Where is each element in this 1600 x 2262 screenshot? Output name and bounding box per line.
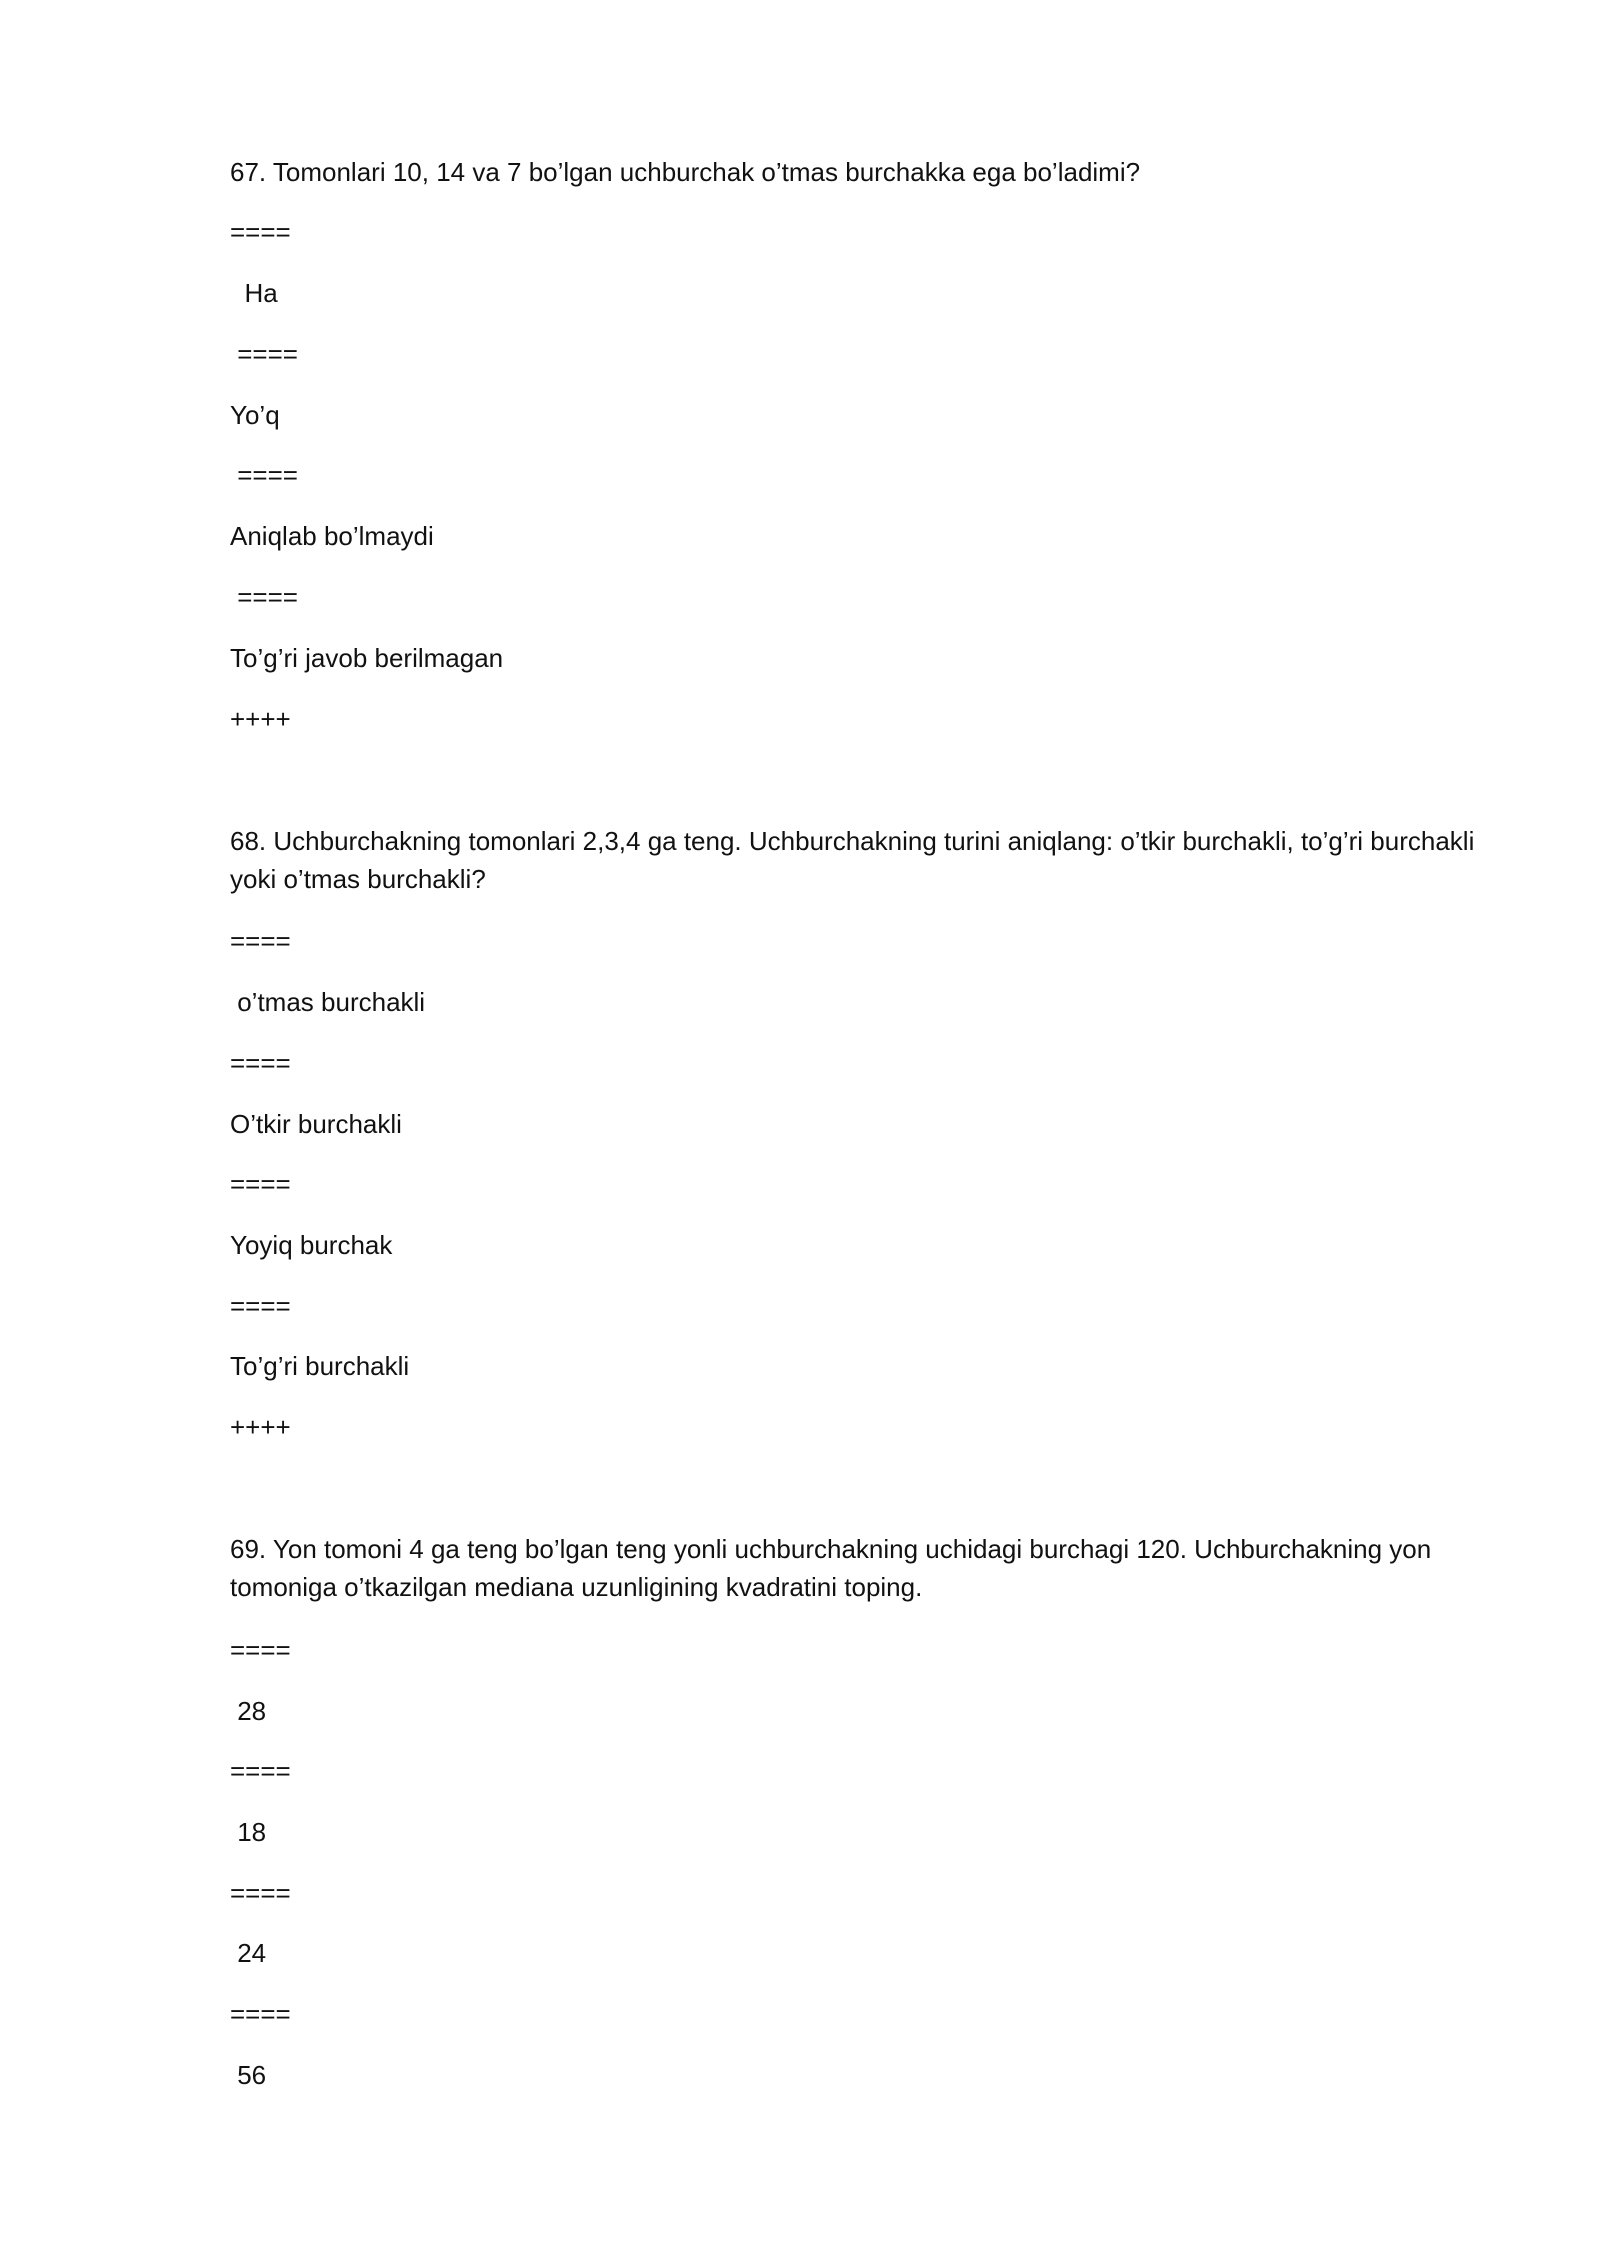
separator: ==== [230, 339, 298, 369]
answer-option: To’g’ri javob berilmagan [230, 643, 504, 673]
separator: ==== [230, 1291, 291, 1321]
separator: ==== [230, 1635, 291, 1665]
question-67-prompt: 67. Tomonlari 10, 14 va 7 bo’lgan uchburchak o’tmas burchakka ega bo’ladimi? [230, 157, 1141, 187]
answer-option: o’tmas burchakli [230, 987, 426, 1017]
separator: ==== [230, 926, 291, 956]
answer-option: Yo’q [230, 400, 280, 430]
answer-option: 18 [230, 1817, 267, 1847]
answer-option: 24 [230, 1938, 267, 1968]
answer-option: Ha [230, 278, 278, 308]
answer-option: 56 [230, 2060, 267, 2090]
separator: ==== [230, 1878, 291, 1908]
question-end-marker: ++++ [230, 704, 291, 734]
separator: ==== [230, 1048, 291, 1078]
answer-option: Aniqlab bo’lmaydi [230, 521, 434, 551]
question-end-marker: ++++ [230, 1412, 291, 1442]
question-69-prompt: 69. Yon tomoni 4 ga teng bo’lgan teng yonli uchburchakning uchidagi burchagi 120. Uchburchakning yon tomoniga o’tkazilgan mediana uzunligining kvadratini toping. [230, 1534, 1432, 1602]
separator: ==== [230, 1756, 291, 1786]
separator: ==== [230, 1999, 291, 2029]
separator: ==== [230, 1169, 291, 1199]
answer-option: Yoyiq burchak [230, 1230, 393, 1260]
separator: ==== [230, 582, 298, 612]
separator: ==== [230, 217, 291, 247]
question-68-prompt: 68. Uchburchakning tomonlari 2,3,4 ga teng. Uchburchakning turini aniqlang: o’tkir burchakli, to’g’ri burchakli yoki o’tmas burchakli? [230, 826, 1475, 894]
answer-option: To’g’ri burchakli [230, 1351, 410, 1381]
answer-option: O’tkir burchakli [230, 1109, 402, 1139]
separator: ==== [230, 460, 298, 490]
answer-option: 28 [230, 1696, 267, 1726]
